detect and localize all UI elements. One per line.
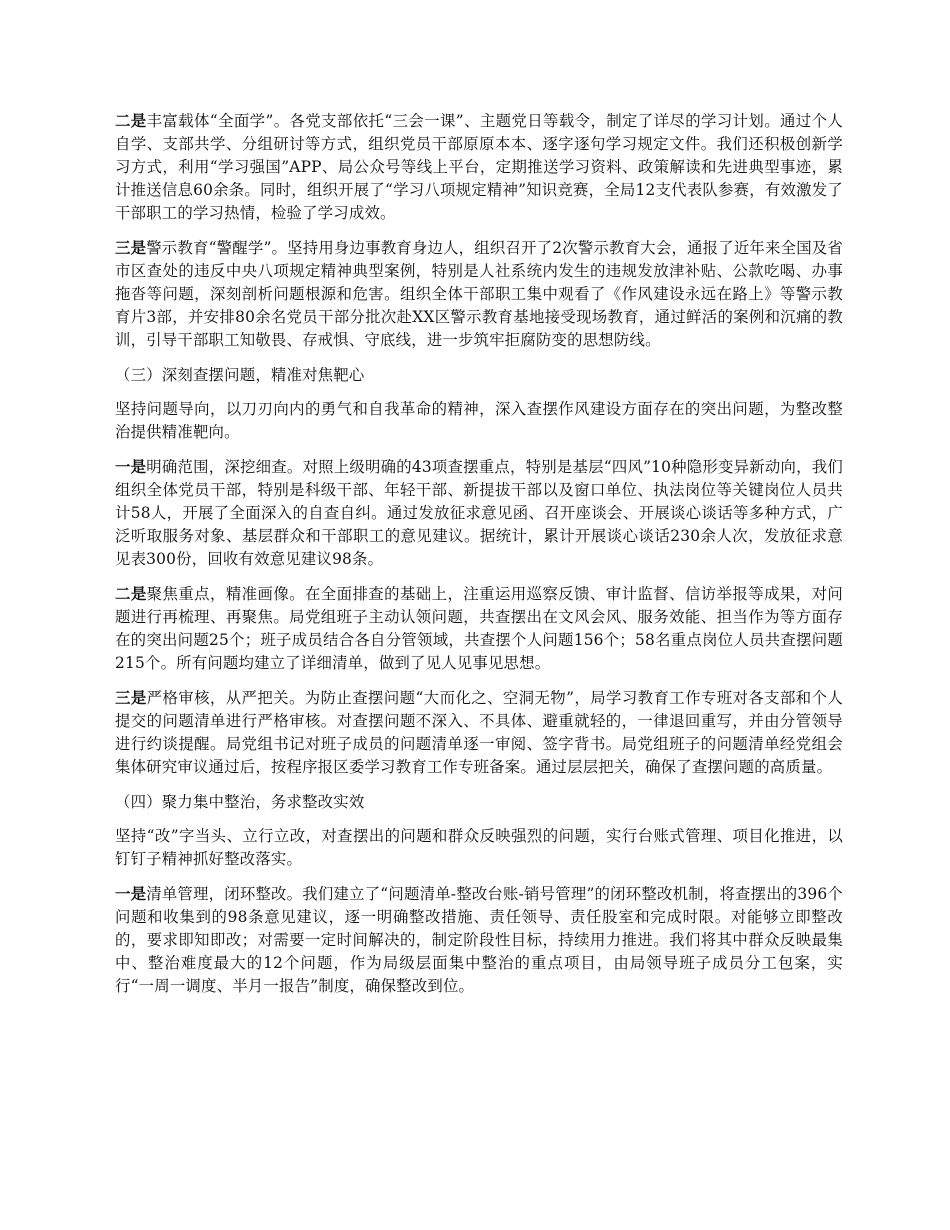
paragraph-lead: 一是 [115, 885, 147, 903]
paragraph-focus-key-points [115, 583, 843, 675]
heading-text: （四）聚力集中整治，务求整改实效 [115, 793, 365, 811]
section-heading-4 [115, 791, 843, 814]
paragraph-text: 明确范围，深挖细查。对照上级明确的43项查摆重点，特别是基层“四风”10种隐形变异新动向，我们组织全体党员干部，特别是科级干部、年轻干部、新提拔干部以及窗口单位、执法岗位等关键岗位人员共计58人，开展了全面深入的自查自纠。通过发放征求意见函、召开座谈会、开展谈心谈话等多种方式，广泛听取服务对象、基层群众和干部职工的意见建议。据统计，累计开展谈心谈话230余人次，发放征求意见表300份，回收有效意见建议98条。 [115, 458, 843, 568]
paragraph-rectification-approach [115, 825, 843, 871]
paragraph-text: 严格审核，从严把关。为防止查摆问题“大而化之、空洞无物”，局学习教育工作专班对各支部和个人提交的问题清单进行严格审核。对查摆问题不深入、不具体、避重就轻的，一律退回重写，并由分管领导进行约谈提醒。局党组书记对班子成员的问题清单逐一审阅、签字背书。局党组班子的问题清单经党组会集体研究审议通过后，按程序报区委学习教育工作专班备案。通过层层把关，确保了查摆问题的高质量。 [115, 689, 843, 776]
paragraph-problem-orientation [115, 398, 843, 444]
paragraph-lead: 一是 [115, 458, 147, 476]
paragraph-text: 丰富载体“全面学”。各党支部依托“三会一课”、主题党日等载令，制定了详尽的学习计划。通过个人自学、支部共学、分组研讨等方式，组织党员干部原原本本、逐字逐句学习规定文件。我们还积极创新学习方式，利用“学习强国”APP、局公众号等线上平台，定期推送学习资料、政策解读和先进典型事迹，累计推送信息60余条。同时，组织开展了“学习八项规定精神”知识竞赛，全局12支代表队参赛，有效激发了干部职工的学习热情，检验了学习成效。 [115, 112, 843, 222]
paragraph-define-scope [115, 456, 843, 571]
paragraph-lead: 二是 [115, 585, 147, 603]
section-heading-3 [115, 364, 843, 387]
paragraph-text: 清单管理，闭环整改。我们建立了“问题清单-整改台账-销号管理”的闭环整改机制，将查摆出的396个问题和收集到的98条意见建议，逐一明确整改措施、责任领导、责任股室和完成时限。对能够立即整改的，要求即知即改；对需要一定时间解决的，制定阶段性目标，持续用力推进。我们将其中群众反映最集中、整治难度最大的12个问题，作为局级层面集中整治的重点项目，由局领导班子成员分工包案，实行“一周一调度、半月一报告”制度，确保整改到位。 [115, 885, 843, 995]
paragraph-strict-review [115, 687, 843, 779]
paragraph-warning-education [115, 237, 843, 352]
paragraph-lead: 二是 [115, 112, 147, 130]
heading-text: （三）深刻查摆问题，精准对焦靶心 [115, 366, 365, 384]
paragraph-text: 坚持问题导向，以刀刃向内的勇气和自我革命的精神，深入查摆作风建设方面存在的突出问题，为整改整治提供精准靶向。 [115, 400, 843, 441]
paragraph-text: 聚焦重点，精准画像。在全面排查的基础上，注重运用巡察反馈、审计监督、信访举报等成果，对问题进行再梳理、再聚焦。局党组班子主动认领问题，共查摆出在文风会风、服务效能、担当作为等方面存在的突出问题25个；班子成员结合各自分管领域，共查摆个人问题156个；58名重点岗位人员共查摆问题215个。所有问题均建立了详细清单，做到了见人见事见思想。 [115, 585, 843, 672]
paragraph-text: 警示教育“警醒学”。坚持用身边事教育身边人，组织召开了2次警示教育大会，通报了近年来全国及省市区查处的违反中央八项规定精神典型案例，特别是人社系统内发生的违规发放津补贴、公款吃喝、办事拖沓等问题，深刻剖析问题根源和危害。组织全体干部职工集中观看了《作风建设永远在路上》等警示教育片3部，并安排80余名党员干部分批次赴XX区警示教育基地接受现场教育，通过鲜活的案例和沉痛的教训，引导干部职工知敬畏、存戒惧、守底线，进一步筑牢拒腐防变的思想防线。 [115, 239, 843, 349]
paragraph-text: 坚持“改”字当头、立行立改，对查摆出的问题和群众反映强烈的问题，实行台账式管理、项目化推进，以钉钉子精神抓好整改落实。 [115, 827, 843, 868]
paragraph-study-carriers [115, 110, 843, 225]
paragraph-lead: 三是 [115, 239, 147, 257]
document-page [115, 110, 843, 1010]
paragraph-lead: 三是 [115, 689, 147, 707]
paragraph-list-management [115, 883, 843, 998]
